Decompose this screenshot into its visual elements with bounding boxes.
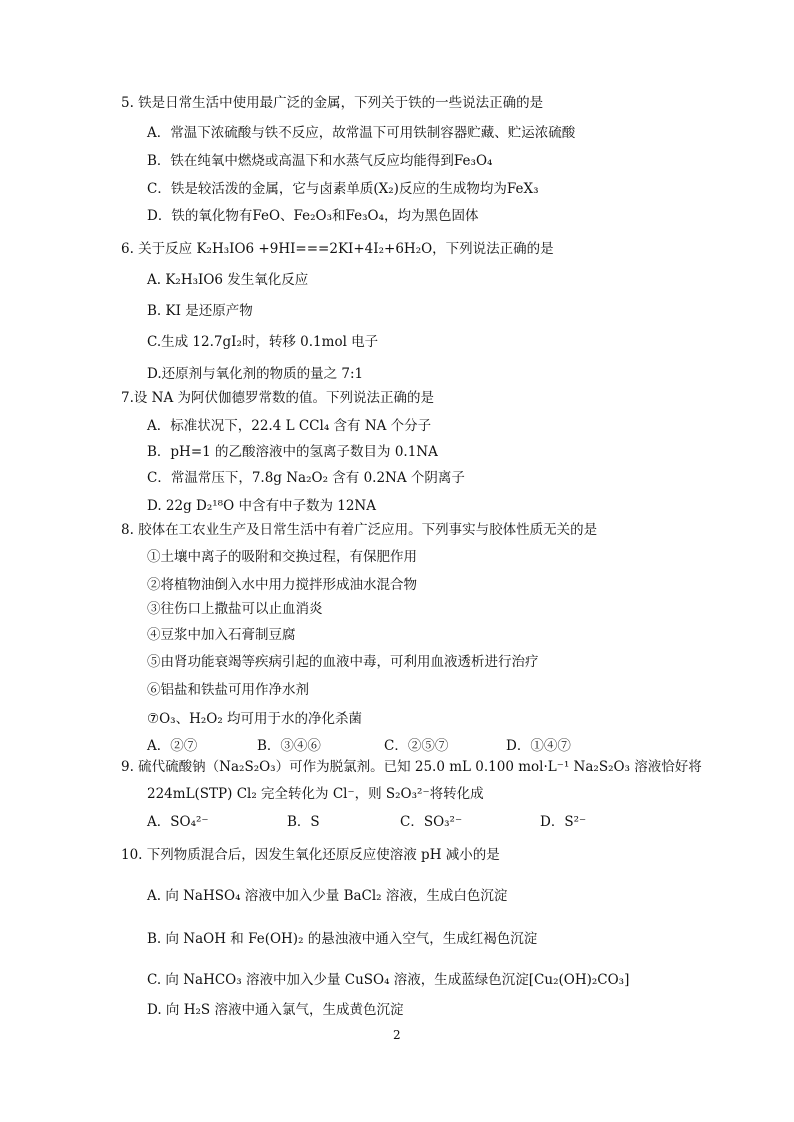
q8-option-b: B．③④⑥	[257, 738, 321, 754]
q8-item-7: ⑦O₃、H₂O₂ 均可用于水的净化杀菌	[147, 711, 363, 727]
q5-option-d: D．铁的氧化物有FeO、Fe₂O₃和Fe₃O₄，均为黑色固体	[147, 208, 479, 224]
q7-option-d: D. 22g D₂¹⁸O 中含有中子数为 12NA	[147, 498, 376, 514]
q10-option-d: D. 向 H₂S 溶液中通入氯气，生成黄色沉淀	[147, 1002, 404, 1018]
q5-option-b: B．铁在纯氧中燃烧或高温下和水蒸气反应均能得到Fe₃O₄	[147, 153, 493, 169]
q10-option-c: C. 向 NaHCO₃ 溶液中加入少量 CuSO₄ 溶液，生成蓝绿色沉淀[Cu₂(OH)₂CO₃]	[147, 972, 630, 988]
q9-option-d: D．S²⁻	[540, 814, 587, 830]
q8-item-1: ①土壤中离子的吸附和交换过程，有保肥作用	[147, 549, 417, 565]
q8-option-d: D．①④⑦	[506, 738, 571, 754]
q8-option-c: C．②⑤⑦	[384, 738, 449, 754]
q8-option-a: A．②⑦	[147, 738, 198, 754]
q5-stem: 5. 铁是日常生活中使用最广泛的金属，下列关于铁的一些说法正确的是	[121, 95, 544, 111]
q6-option-a: A. K₂H₃IO6 发生氧化反应	[147, 272, 309, 288]
q7-stem: 7.设 NA 为阿伏伽德罗常数的值。下列说法正确的是	[121, 390, 435, 406]
q6-stem: 6. 关于反应 K₂H₃IO6 +9HI===2KI+4I₂+6H₂O，下列说法正确的是	[121, 241, 554, 257]
q9-option-c: C．SO₃²⁻	[400, 814, 463, 830]
q9-option-a: A．SO₄²⁻	[147, 814, 209, 830]
q7-option-b: B．pH=1 的乙酸溶液中的氢离子数目为 0.1NA	[147, 444, 438, 460]
q5-option-c: C．铁是较活泼的金属，它与卤素单质(X₂)反应的生成物均为FeX₃	[147, 181, 539, 197]
q6-option-b: B. KI 是还原产物	[147, 303, 253, 319]
q10-option-b: B. 向 NaOH 和 Fe(OH)₂ 的悬浊液中通入空气，生成红褐色沉淀	[147, 931, 538, 947]
page-number: 2	[393, 1028, 401, 1042]
q8-item-5: ⑤由肾功能衰竭等疾病引起的血液中毒，可利用血液透析进行治疗	[147, 654, 539, 670]
q8-item-4: ④豆浆中加入石膏制豆腐	[147, 627, 296, 643]
q9-stem-line-1: 9. 硫代硫酸钠（Na₂S₂O₃）可作为脱氯剂。已知 25.0 mL 0.100 mol·L⁻¹ Na₂S₂O₃ 溶液恰好将	[121, 759, 702, 775]
q7-option-a: A．标准状况下，22.4 L CCl₄ 含有 NA 个分子	[147, 418, 432, 434]
q8-item-3: ③往伤口上撒盐可以止血消炎	[147, 601, 323, 617]
q7-option-c: C．常温常压下，7.8g Na₂O₂ 含有 0.2NA 个阴离子	[147, 470, 465, 486]
q8-stem: 8. 胶体在工农业生产及日常生活中有着广泛应用。下列事实与胶体性质无关的是	[121, 522, 598, 538]
q6-option-c: C.生成 12.7gI₂时，转移 0.1mol 电子	[147, 334, 379, 350]
q9-stem-line-2: 224mL(STP) Cl₂ 完全转化为 Cl⁻，则 S₂O₃²⁻将转化成	[147, 786, 484, 802]
q8-item-2: ②将植物油倒入水中用力搅拌形成油水混合物	[147, 577, 417, 593]
q5-option-a: A．常温下浓硫酸与铁不反应，故常温下可用铁制容器贮藏、贮运浓硫酸	[147, 125, 576, 141]
q8-item-6: ⑥铝盐和铁盐可用作净水剂	[147, 682, 309, 698]
q10-stem: 10. 下列物质混合后，因发生氧化还原反应使溶液 pH 减小的是	[121, 847, 500, 863]
q9-option-b: B．S	[287, 814, 320, 830]
q6-option-d: D.还原剂与氧化剂的物质的量之 7:1	[147, 366, 364, 382]
q10-option-a: A. 向 NaHSO₄ 溶液中加入少量 BaCl₂ 溶液，生成白色沉淀	[147, 888, 508, 904]
